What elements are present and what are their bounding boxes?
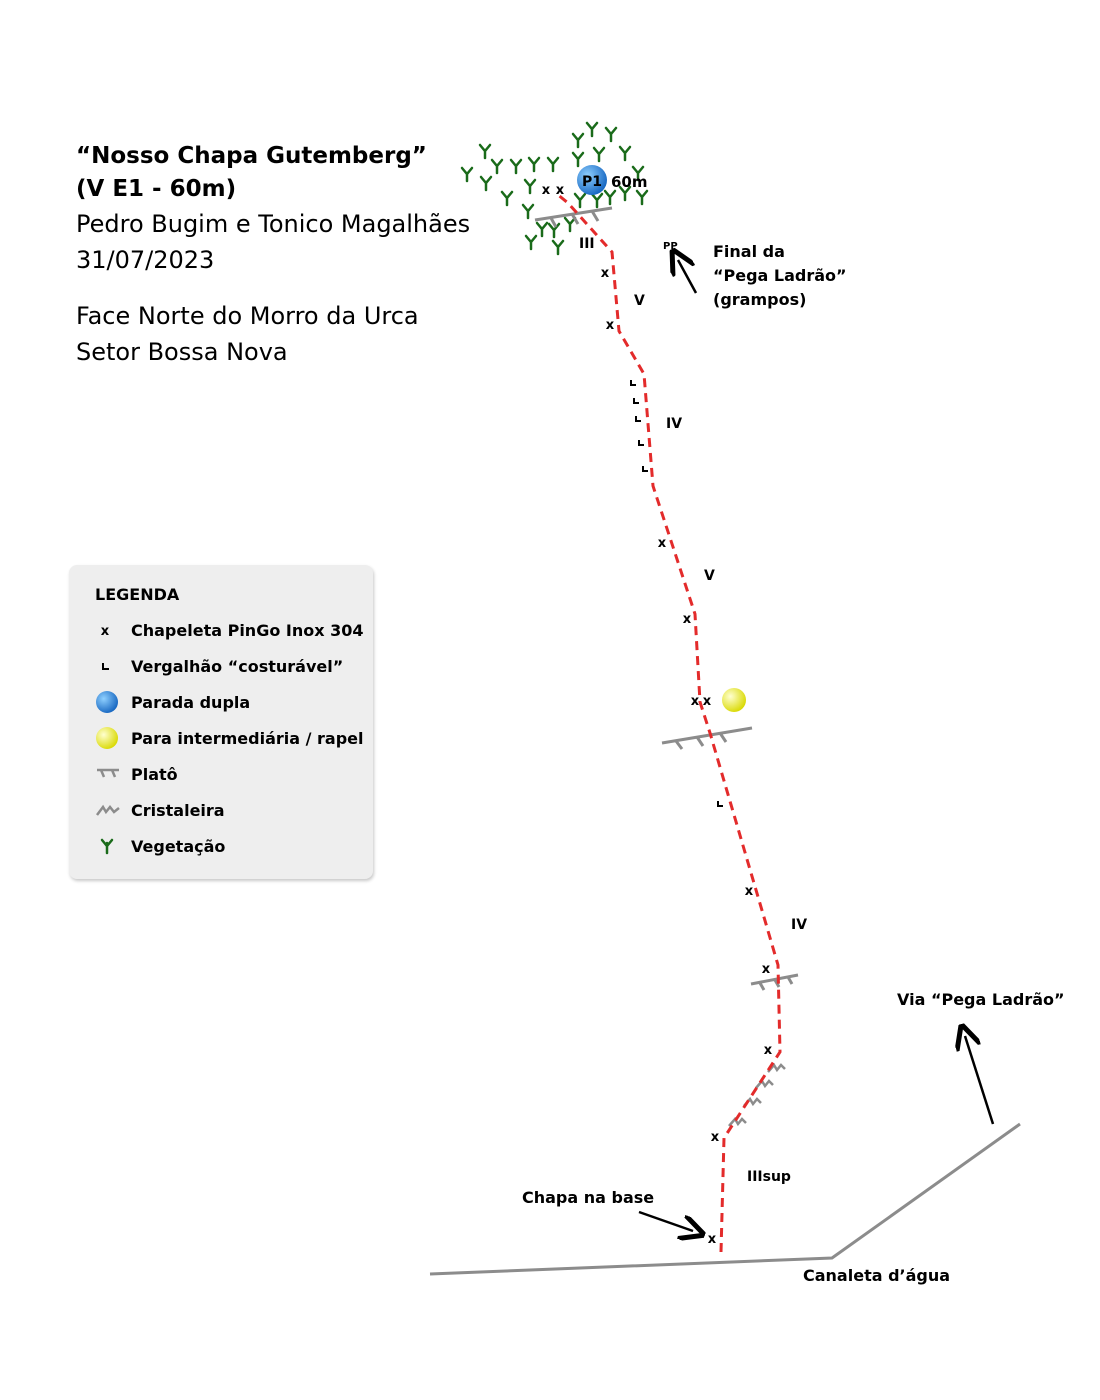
bolt: x — [763, 1043, 773, 1058]
svg-text:“Pega Ladrão”: “Pega Ladrão” — [713, 266, 847, 285]
route-grade: (V E1 - 60m) — [76, 176, 237, 202]
route-date: 31/07/2023 — [76, 246, 215, 274]
rebar — [634, 398, 639, 403]
legend-title: LEGENDA — [95, 585, 180, 604]
anchor-rappel — [722, 688, 746, 712]
pega-ladrao-route-label: Via “Pega Ladrão” — [897, 990, 1065, 1009]
route-name: “Nosso Chapa Gutemberg” — [76, 143, 427, 169]
rebar — [636, 416, 641, 421]
grades — [579, 236, 807, 1185]
water-channel-label: Canaleta d’água — [803, 1266, 951, 1285]
bolt: x — [707, 1232, 717, 1247]
route-authors: Pedro Bugim e Tonico Magalhães — [76, 210, 471, 238]
bolt: x — [710, 1130, 720, 1145]
bolts — [542, 183, 773, 1247]
base-plate-label: Chapa na base — [522, 1188, 655, 1207]
bolt: x — [541, 183, 551, 198]
plateau-lower — [751, 975, 798, 990]
bolt: x — [600, 266, 610, 281]
route-face: Face Norte do Morro da Urca — [76, 302, 419, 330]
legend-label: Para intermediária / rapel — [131, 729, 364, 748]
rebar — [718, 801, 723, 806]
bolt: x — [555, 183, 565, 198]
rebar — [643, 466, 648, 471]
legend-label: Cristaleira — [131, 801, 225, 820]
legend-label: Chapeleta PinGo Inox 304 — [131, 621, 364, 640]
legend-label: Vergalhão “costurável” — [131, 657, 344, 676]
grade-label: V — [634, 293, 645, 309]
legend-label: Vegetação — [131, 837, 226, 856]
plateau-middle — [662, 728, 752, 749]
svg-text:x: x — [100, 624, 110, 639]
route-line — [557, 194, 780, 1252]
rebar — [639, 440, 644, 445]
bolt: x — [690, 694, 700, 709]
grade-label: IIIsup — [747, 1169, 791, 1185]
legend-label: Platô — [131, 765, 178, 784]
grade-label: IV — [666, 416, 683, 432]
bolt: x — [761, 962, 771, 977]
legend-label: Parada dupla — [131, 693, 251, 712]
grade-label: III — [579, 236, 595, 252]
svg-text:Final da: Final da — [713, 242, 785, 261]
grade-label: IV — [791, 917, 808, 933]
arrow-icon — [639, 1212, 693, 1231]
svg-text:(grampos): (grampos) — [713, 290, 807, 309]
grade-label: V — [704, 568, 715, 584]
bolt: x — [702, 694, 712, 709]
bolt: x — [605, 318, 615, 333]
route-sector: Setor Bossa Nova — [76, 338, 288, 366]
bolt: x — [657, 536, 667, 551]
bolt: x — [682, 612, 692, 627]
anchor-length: 60m — [611, 173, 648, 191]
rebar — [631, 380, 636, 385]
pp-label: PP — [663, 241, 678, 252]
bolt: x — [744, 884, 754, 899]
anchor-p1 — [577, 165, 648, 195]
pega-ladrao-end-label — [713, 242, 847, 309]
arrow-icon — [678, 260, 696, 293]
anchor-label: P1 — [581, 174, 603, 190]
arrow-icon — [965, 1036, 993, 1124]
